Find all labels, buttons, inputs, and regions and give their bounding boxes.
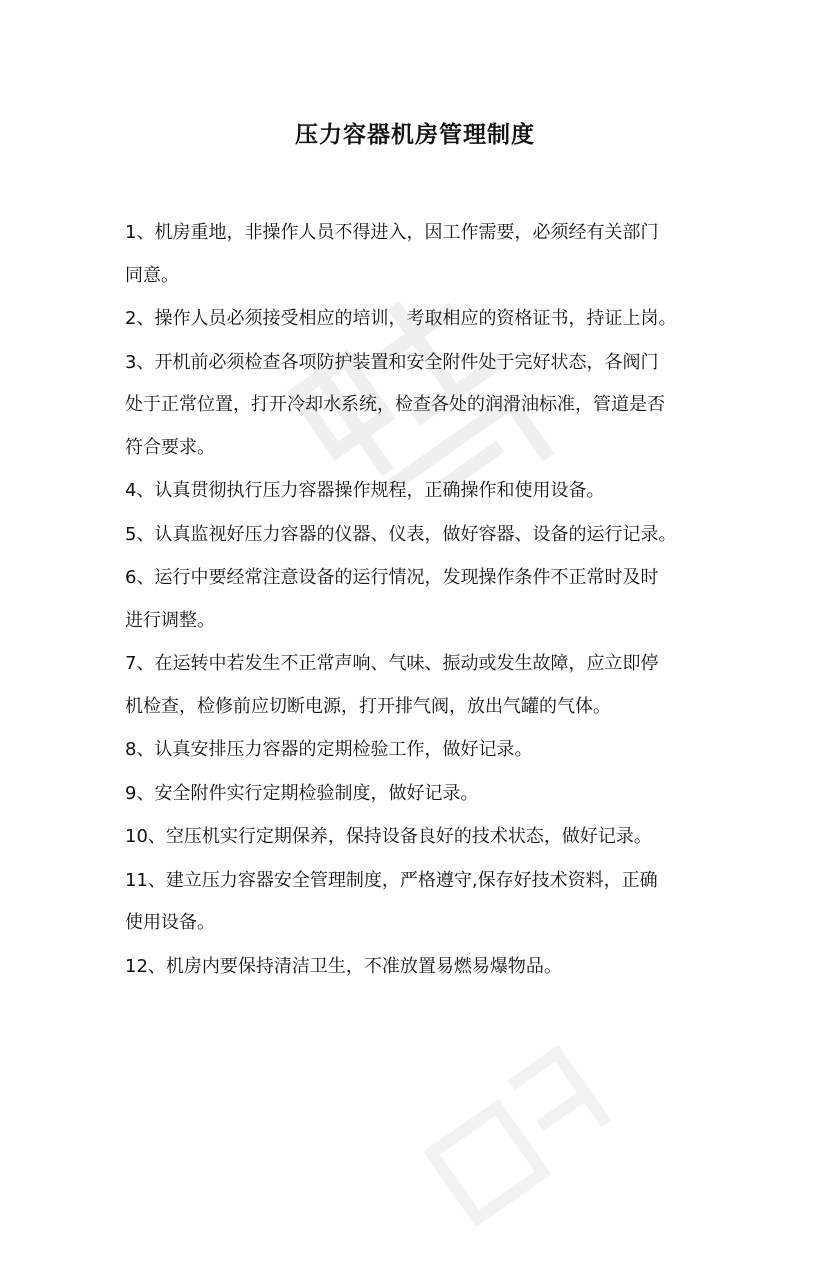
item-line: 符合要求。 — [125, 436, 215, 458]
item-line: 处于正常位置，打开冷却水系统，检查各处的润滑油标准，管道是否 — [125, 394, 665, 415]
item-line: 3、开机前必须检查各项防护装置和安全附件处于完好状态，各阀门 — [125, 351, 659, 373]
list-item — [125, 342, 713, 470]
item-line: 10、空压机实行定期保养，保持设备良好的技术状态，做好记录。 — [125, 826, 652, 847]
list-item — [125, 643, 713, 728]
regulation-list — [125, 212, 713, 989]
item-line: 5、认真监视好压力容器的仪器、仪表，做好容器、设备的运行记录。 — [125, 523, 677, 545]
item-line: 同意。 — [125, 264, 179, 286]
list-item — [125, 773, 713, 816]
item-line: 11、建立压力容器安全管理制度，严格遵守,保存好技术资料，正确 — [125, 869, 658, 891]
list-item — [125, 514, 713, 557]
item-line: 2、操作人员必须接受相应的培训，考取相应的资格证书，持证上岗。 — [125, 308, 677, 329]
list-item — [125, 729, 713, 772]
item-line: 进行调整。 — [125, 609, 215, 631]
item-line: 8、认真安排压力容器的定期检验工作，做好记录。 — [125, 739, 533, 760]
item-line: 1、机房重地，非操作人员不得进入，因工作需要，必须经有关部门 — [125, 222, 659, 243]
list-item — [125, 557, 713, 642]
watermark-icon — [392, 1017, 648, 1263]
list-item — [125, 470, 713, 513]
item-line: 9、安全附件实行定期检验制度，做好记录。 — [125, 782, 479, 804]
list-item — [125, 212, 713, 297]
item-line: 4、认真贯彻执行压力容器操作规程，正确操作和使用设备。 — [125, 480, 605, 501]
item-line: 机检查，检修前应切断电源，打开排气阀，放出气罐的气体。 — [125, 695, 611, 717]
item-line: 12、机房内要保持清洁卫生，不准放置易燃易爆物品。 — [125, 955, 562, 977]
list-item — [125, 860, 713, 945]
page-title: 压力容器机房管理制度 — [295, 122, 535, 148]
list-item — [125, 816, 713, 859]
list-item — [125, 946, 713, 989]
list-item — [125, 298, 713, 341]
item-line: 使用设备。 — [125, 912, 215, 933]
item-line: 7、在运转中若发生不正常声响、气味、振动或发生故障，应立即停 — [125, 653, 659, 674]
item-line: 6、运行中要经常注意设备的运行情况，发现操作条件不正常时及时 — [125, 567, 659, 588]
